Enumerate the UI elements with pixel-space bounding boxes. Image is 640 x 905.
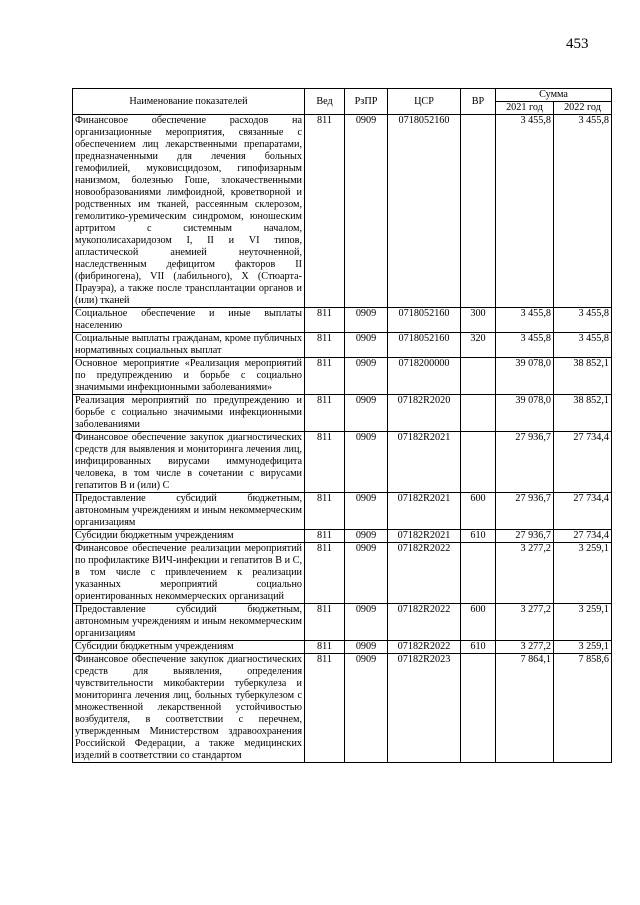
- table-row: [73, 115, 612, 308]
- header-name: Наименование показателей: [73, 89, 305, 115]
- table-row: [73, 432, 612, 493]
- table-row: [73, 654, 612, 763]
- cell-csr: 07182R2020: [388, 395, 461, 432]
- cell-sum-2022: 3 455,8: [554, 333, 612, 358]
- cell-csr: 0718052160: [388, 308, 461, 333]
- cell-sum-2022: 7 858,6: [554, 654, 612, 763]
- table-row: [73, 543, 612, 604]
- cell-sum-2021: 3 455,8: [496, 115, 554, 308]
- table-body: [73, 115, 612, 763]
- cell-csr: 07182R2022: [388, 641, 461, 654]
- cell-sum-2021: 3 277,2: [496, 604, 554, 641]
- table-row: [73, 395, 612, 432]
- cell-rzpr: 0909: [345, 308, 388, 333]
- cell-ved: 811: [305, 333, 345, 358]
- cell-vr: [461, 395, 496, 432]
- cell-rzpr: 0909: [345, 115, 388, 308]
- cell-csr: 07182R2022: [388, 604, 461, 641]
- cell-rzpr: 0909: [345, 395, 388, 432]
- cell-sum-2022: 3 259,1: [554, 543, 612, 604]
- cell-vr: 600: [461, 493, 496, 530]
- cell-rzpr: 0909: [345, 333, 388, 358]
- cell-name: Социальное обеспечение и иные выплаты населению: [73, 308, 305, 333]
- cell-csr: 0718052160: [388, 115, 461, 308]
- cell-sum-2021: 3 455,8: [496, 308, 554, 333]
- cell-vr: 600: [461, 604, 496, 641]
- header-ved: Вед: [305, 89, 345, 115]
- table-row: [73, 308, 612, 333]
- cell-vr: [461, 115, 496, 308]
- header-vr: ВР: [461, 89, 496, 115]
- budget-table: [72, 88, 612, 763]
- table-row: [73, 530, 612, 543]
- cell-name: Реализация мероприятий по предупреждению и борьбе с социально значимыми инфекционными заболеваниями: [73, 395, 305, 432]
- table-row: [73, 641, 612, 654]
- cell-sum-2021: 39 078,0: [496, 395, 554, 432]
- cell-rzpr: 0909: [345, 641, 388, 654]
- cell-vr: 610: [461, 641, 496, 654]
- cell-vr: [461, 654, 496, 763]
- cell-rzpr: 0909: [345, 604, 388, 641]
- cell-name: Финансовое обеспечение расходов на организационные мероприятия, связанные с обеспечением лиц лекарственными препаратами, предназначенными для лечения больных гемофилией, муковисцидозом, гипофизарным нанизмом, болезнью Гоше, злокачественными новообразованиями лимфоидной, кроветворной и родственных им тканей, рассеянным склерозом, гемолитико-уремическим синдромом, юношеским артритом с системным началом, мукополисахаридозом I, II и VI типов, апластической анемией неуточненной, наследственным дефицитом факторов II (фибриногена), VII (лабильного), X (Стюарта-Прауэра), а также после трансплантации органов и (или) тканей: [73, 115, 305, 308]
- cell-sum-2021: 27 936,7: [496, 493, 554, 530]
- cell-sum-2022: 27 734,4: [554, 432, 612, 493]
- cell-sum-2022: 3 259,1: [554, 604, 612, 641]
- cell-csr: 07182R2023: [388, 654, 461, 763]
- page-number: 453: [566, 36, 589, 52]
- table-row: [73, 333, 612, 358]
- header-sum: Сумма: [496, 89, 612, 102]
- cell-csr: 07182R2021: [388, 530, 461, 543]
- cell-name: Финансовое обеспечение реализации мероприятий по профилактике ВИЧ-инфекции и гепатитов В и С, в том числе с привлечением к реализации указанных мероприятий социально ориентированных некоммерческих организаций: [73, 543, 305, 604]
- header-year-2021: 2021 год: [496, 102, 554, 115]
- cell-sum-2022: 27 734,4: [554, 530, 612, 543]
- cell-ved: 811: [305, 604, 345, 641]
- cell-ved: 811: [305, 395, 345, 432]
- cell-rzpr: 0909: [345, 358, 388, 395]
- cell-sum-2022: 38 852,1: [554, 358, 612, 395]
- cell-rzpr: 0909: [345, 654, 388, 763]
- cell-name: Финансовое обеспечение закупок диагностических средств для выявления и мониторинга лечения лиц, инфицированных вирусами иммунодефицита человека, в том числе в сочетании с вирусами гепатитов В и (или) С: [73, 432, 305, 493]
- cell-sum-2021: 39 078,0: [496, 358, 554, 395]
- cell-name: Субсидии бюджетным учреждениям: [73, 530, 305, 543]
- cell-name: Финансовое обеспечение закупок диагностических средств для выявления, определения чувствительности микобактерии туберкулеза и мониторинга лечения лиц, больных туберкулезом с множественной лекарственной устойчивостью возбудителя, в соответствии с перечнем, утвержденным Министерством здравоохранения Российской Федерации, а также медицинских изделий в соответствии со стандартом: [73, 654, 305, 763]
- cell-sum-2021: 27 936,7: [496, 530, 554, 543]
- header-year-2022: 2022 год: [554, 102, 612, 115]
- table-row: [73, 493, 612, 530]
- cell-name: Основное мероприятие «Реализация мероприятий по предупреждению и борьбе с социально значимыми инфекционными заболеваниями»: [73, 358, 305, 395]
- cell-sum-2021: 3 277,2: [496, 543, 554, 604]
- cell-rzpr: 0909: [345, 432, 388, 493]
- cell-rzpr: 0909: [345, 493, 388, 530]
- cell-ved: 811: [305, 308, 345, 333]
- cell-sum-2022: 3 455,8: [554, 115, 612, 308]
- cell-csr: 0718200000: [388, 358, 461, 395]
- cell-vr: [461, 358, 496, 395]
- cell-sum-2022: 3 259,1: [554, 641, 612, 654]
- cell-vr: 320: [461, 333, 496, 358]
- cell-csr: 07182R2021: [388, 493, 461, 530]
- cell-sum-2021: 3 455,8: [496, 333, 554, 358]
- cell-csr: 0718052160: [388, 333, 461, 358]
- cell-csr: 07182R2022: [388, 543, 461, 604]
- cell-ved: 811: [305, 654, 345, 763]
- table-row: [73, 358, 612, 395]
- cell-sum-2022: 38 852,1: [554, 395, 612, 432]
- cell-sum-2022: 3 455,8: [554, 308, 612, 333]
- cell-csr: 07182R2021: [388, 432, 461, 493]
- cell-sum-2021: 27 936,7: [496, 432, 554, 493]
- table-header: [73, 89, 612, 115]
- cell-name: Предоставление субсидий бюджетным, автономным учреждениям и иным некоммерческим организациям: [73, 604, 305, 641]
- cell-vr: 610: [461, 530, 496, 543]
- cell-rzpr: 0909: [345, 543, 388, 604]
- cell-vr: [461, 432, 496, 493]
- cell-name: Социальные выплаты гражданам, кроме публичных нормативных социальных выплат: [73, 333, 305, 358]
- cell-name: Предоставление субсидий бюджетным, автономным учреждениям и иным некоммерческим организациям: [73, 493, 305, 530]
- header-csr: ЦСР: [388, 89, 461, 115]
- cell-rzpr: 0909: [345, 530, 388, 543]
- cell-ved: 811: [305, 115, 345, 308]
- cell-name: Субсидии бюджетным учреждениям: [73, 641, 305, 654]
- header-rzpr: РзПР: [345, 89, 388, 115]
- cell-ved: 811: [305, 543, 345, 604]
- cell-ved: 811: [305, 493, 345, 530]
- cell-ved: 811: [305, 432, 345, 493]
- cell-ved: 811: [305, 641, 345, 654]
- table-row: [73, 604, 612, 641]
- cell-vr: 300: [461, 308, 496, 333]
- cell-sum-2021: 3 277,2: [496, 641, 554, 654]
- cell-ved: 811: [305, 530, 345, 543]
- cell-vr: [461, 543, 496, 604]
- cell-sum-2022: 27 734,4: [554, 493, 612, 530]
- cell-sum-2021: 7 864,1: [496, 654, 554, 763]
- cell-ved: 811: [305, 358, 345, 395]
